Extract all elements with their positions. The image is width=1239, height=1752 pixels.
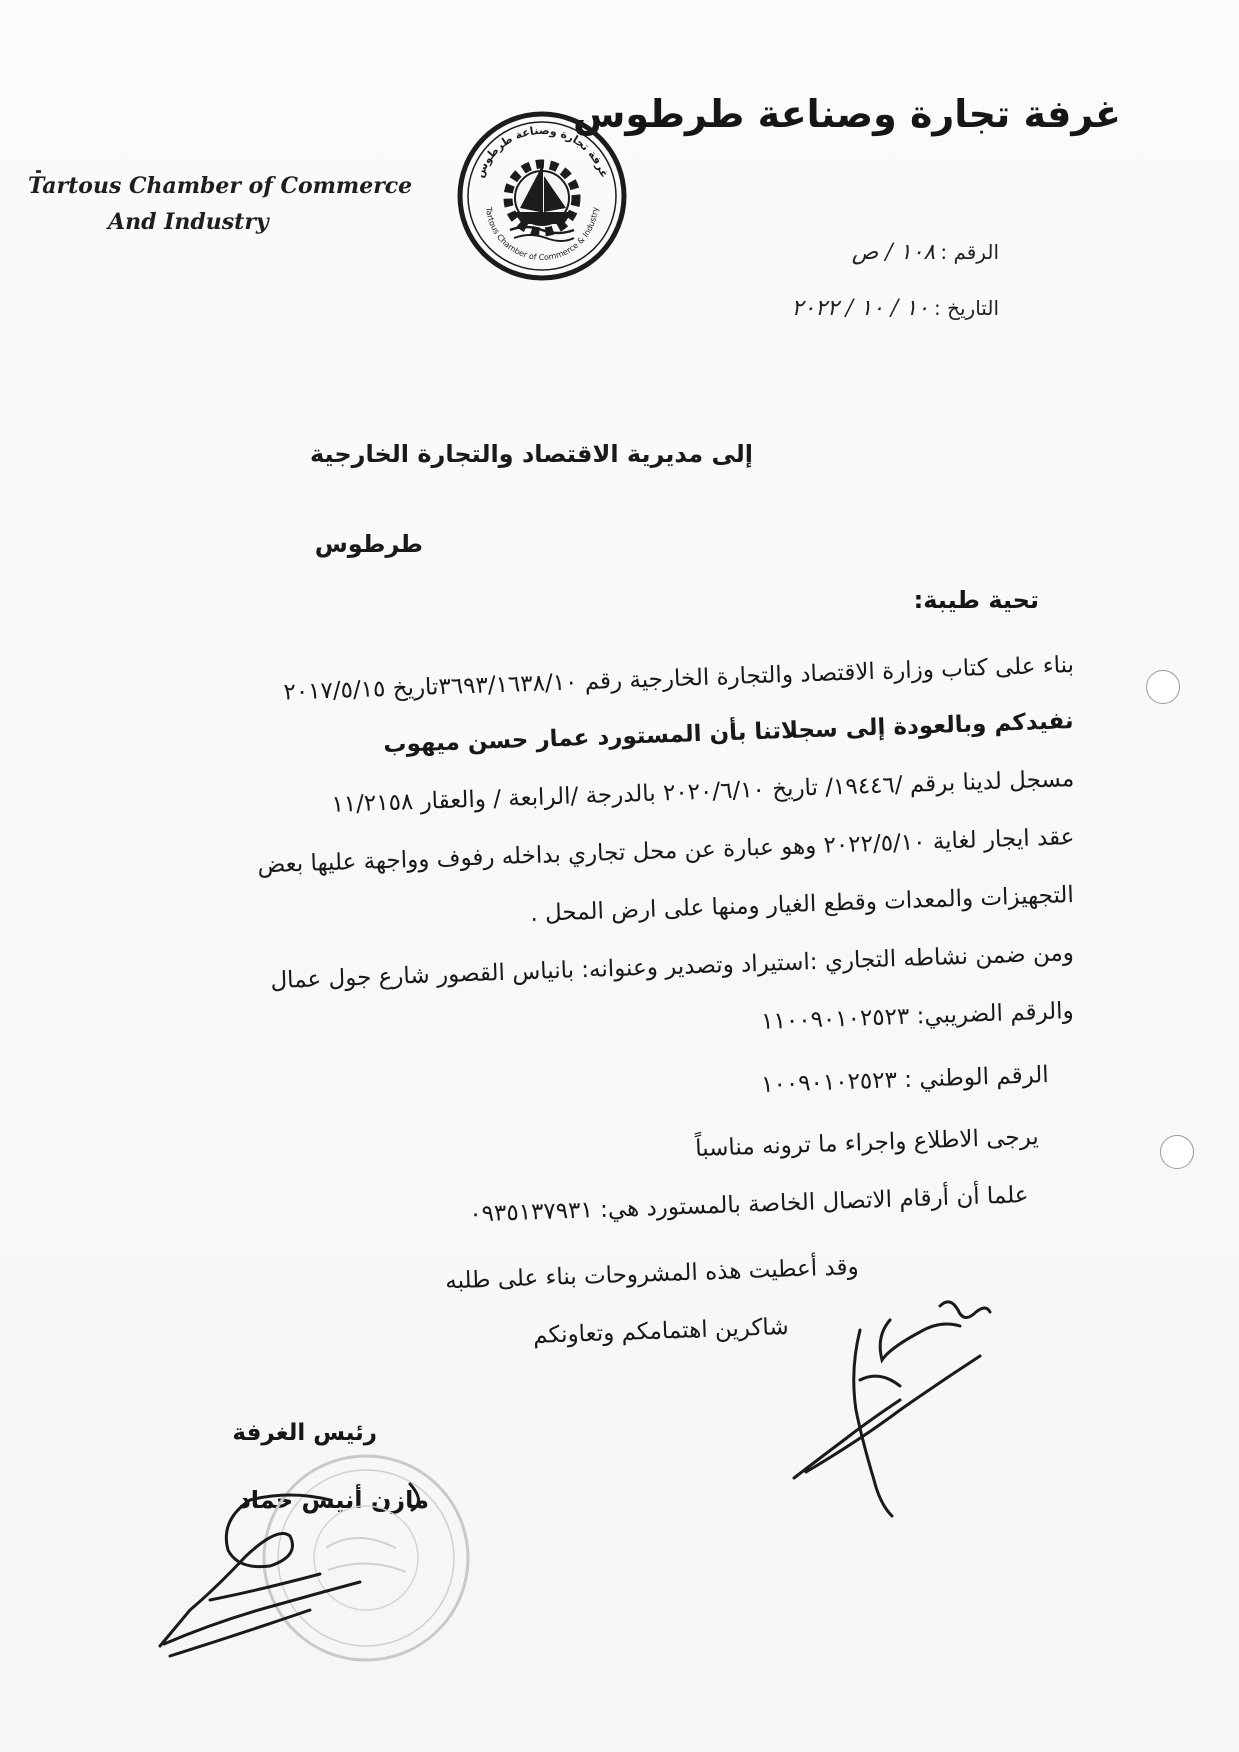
body-line-7-tax-number: والرقم الضريبي: ١١٠٠٩٠١٠٢٥٢٣	[761, 998, 1075, 1035]
body-line-9-request: يرجى الاطلاع واجراء ما ترونه مناسباً	[695, 1124, 1040, 1162]
body-line-12-thanks: شاكرين اهتمامكم وتعاونكم	[533, 1314, 790, 1349]
chamber-seal-logo	[454, 108, 630, 284]
reference-date-row	[792, 296, 999, 321]
english-header	[28, 168, 428, 240]
english-header-line-2: And Industry	[108, 209, 269, 235]
english-header-line-1: Tartous Chamber of Commerce	[28, 173, 413, 199]
body-line-8-national-number: الرقم الوطني : ١٠٠٩٠١٠٢٥٢٣	[761, 1062, 1050, 1099]
body-line-11-issued: وقد أعطيت هذه المشروحات بناء على طلبه	[445, 1254, 860, 1295]
reference-number-value: ١٠٨ / ص	[851, 240, 936, 265]
arabic-header-title: غرفة تجارة وصناعة طرطوس	[572, 92, 1121, 136]
ink-speck	[36, 170, 41, 173]
punch-hole-top	[1146, 670, 1180, 704]
greeting: تحية طيبة:	[913, 586, 1039, 614]
seal-english-text: Tartous Chamber of Commerce & Industry	[484, 206, 600, 263]
recipient-city: طرطوس	[314, 530, 423, 558]
recipient-line: إلى مديرية الاقتصاد والتجارة الخارجية	[309, 440, 753, 468]
body-line-1: بناء على كتاب وزارة الاقتصاد والتجارة الخارجية رقم ٣٦٩٣/١٦٣٨/١٠تاريخ ٢٠١٧/٥/١٥	[283, 652, 1075, 706]
reference-date-value: ١٠ / ١٠ / ٢٠٢٢	[791, 296, 929, 321]
body-line-10-contact: علما أن أرقام الاتصال الخاصة بالمستورد هي: ٠٩٣٥١٣٧٩٣١	[469, 1182, 1030, 1228]
body-line-5: التجهيزات والمعدات وقطع الغيار ومنها على ارض المحل .	[530, 882, 1075, 927]
reference-date-label: التاريخ :	[933, 296, 999, 320]
seal-arabic-text: غرفة تجارة وصناعة طرطوس	[472, 123, 611, 180]
reference-number-label: الرقم :	[940, 240, 999, 264]
body-line-6: ومن ضمن نشاطه التجاري :استيراد وتصدير وعنوانه: بانياس القصور شارع جول عمال	[270, 940, 1075, 995]
signatory-name: مازن أنيس حماد	[238, 1486, 429, 1514]
punch-hole-bottom	[1160, 1135, 1194, 1169]
body-line-4: عقد ايجار لغاية ٢٠٢٢/٥/١٠ وهو عبارة عن محل تجاري بداخله رفوف وواجهة عليها بعض	[256, 824, 1075, 879]
body-line-3: مسجل لدينا برقم /١٩٤٤٦/ تاريخ ٢٠٢٠/٦/١٠ بالدرجة /الرابعة / والعقار ١١/٢١٥٨	[330, 766, 1075, 818]
chairman-signature	[150, 1470, 450, 1670]
official-signature	[790, 1290, 1000, 1520]
signatory-title: رئيس الغرفة	[232, 1420, 377, 1446]
reference-number-row	[852, 240, 999, 265]
body-line-2: نفيدكم وبالعودة إلى سجلاتنا بأن المستورد عمار حسن ميهوب	[383, 708, 1075, 759]
